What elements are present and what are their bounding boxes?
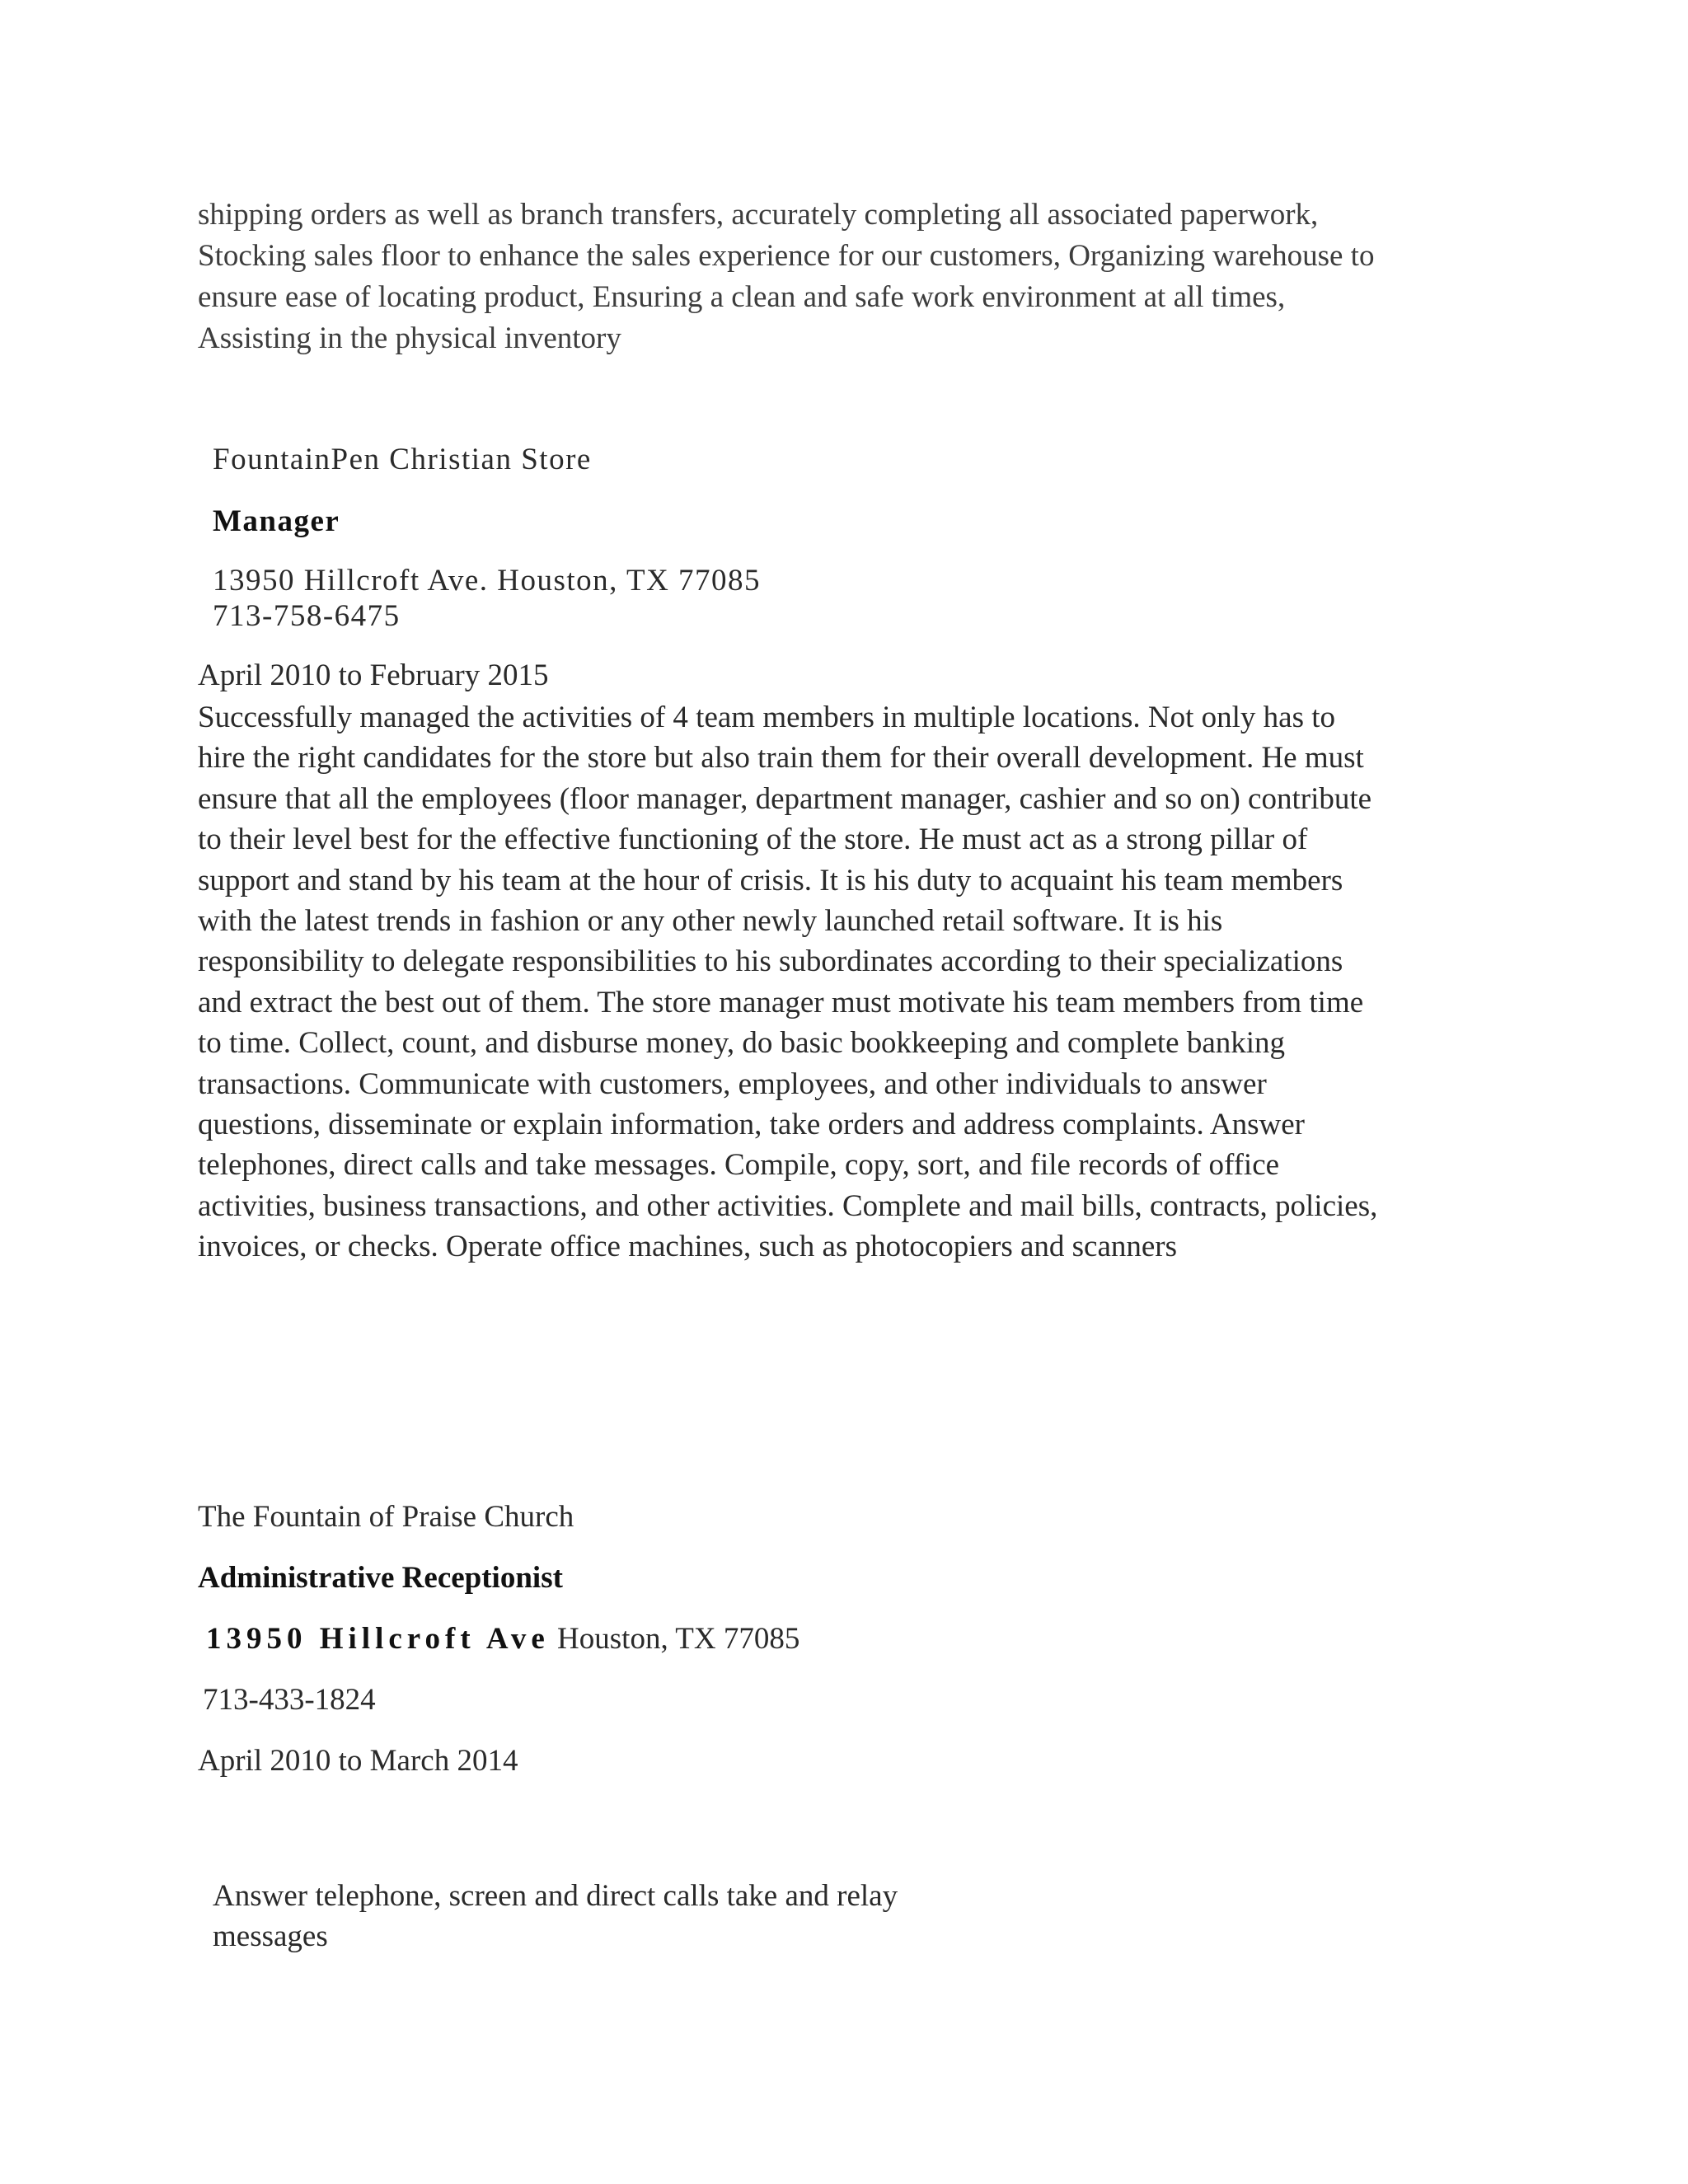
paragraph-line: Stocking sales floor to enhance the sales experience for our customers, Organizing warehouse to — [198, 239, 1375, 273]
description-line: Answer telephone, screen and direct calls take and relay — [213, 1879, 898, 1913]
job2-company-name: The Fountain of Praise Church — [198, 1500, 574, 1534]
job2-address — [206, 1619, 799, 1660]
job1-address: 13950 Hillcroft Ave. Houston, TX 77085 — [213, 564, 762, 598]
job1-dates: April 2010 to February 2015 — [198, 658, 549, 692]
job2-job-title: Administrative Receptionist — [198, 1561, 563, 1595]
job1-description — [198, 697, 1484, 1268]
paragraph-line: shipping orders as well as branch transfers, accurately completing all associated paperwork, — [198, 198, 1319, 232]
job2-description — [213, 1876, 898, 1957]
description-line: to time. Collect, count, and disburse money, do basic bookkeeping and complete banking — [198, 1026, 1286, 1061]
job1-contact-block — [213, 563, 761, 634]
job2-dates: April 2010 to March 2014 — [198, 1744, 518, 1778]
description-line: with the latest trends in fashion or any other newly launched retail software. It is his — [198, 904, 1223, 939]
job1-job-title: Manager — [213, 504, 340, 538]
description-line: and extract the best out of them. The store manager must motivate his team members from time — [198, 985, 1364, 1019]
description-line: ensure that all the employees (floor manager, department manager, cashier and so on) contribute — [198, 781, 1372, 816]
description-line: to their level best for the effective functioning of the store. He must act as a strong pillar of — [198, 823, 1308, 857]
description-line: messages — [213, 1919, 328, 1953]
job1-company-name: FountainPen Christian Store — [213, 443, 592, 476]
description-line: telephones, direct calls and take messages. Compile, copy, sort, and file records of office — [198, 1148, 1280, 1183]
job2-address-street: 13950 Hillcroft Ave — [206, 1622, 550, 1656]
paragraph-line: Assisting in the physical inventory — [198, 321, 621, 355]
job2-phone: 713-433-1824 — [203, 1683, 376, 1717]
description-line: Successfully managed the activities of 4 team members in multiple locations. Not only has to — [198, 701, 1336, 734]
description-line: invoices, or checks. Operate office machines, such as photocopiers and scanners — [198, 1230, 1178, 1264]
paragraph-line: ensure ease of locating product, Ensuring a clean and safe work environment at all times, — [198, 280, 1286, 314]
description-line: responsibility to delegate responsibilities to his subordinates according to their specializations — [198, 944, 1343, 979]
previous-job-duties-paragraph — [198, 194, 1484, 359]
description-line: support and stand by his team at the hour of crisis. It is his duty to acquaint his team members — [198, 863, 1343, 898]
description-line: questions, disseminate or explain information, take orders and address complaints. Answer — [198, 1108, 1306, 1142]
job2-address-city: Houston, TX 77085 — [549, 1622, 800, 1656]
job1-phone: 713-758-6475 — [213, 599, 401, 633]
description-line: activities, business transactions, and other activities. Complete and mail bills, contracts, policies, — [198, 1188, 1378, 1223]
description-line: transactions. Communicate with customers, employees, and other individuals to answer — [198, 1066, 1267, 1101]
description-line: hire the right candidates for the store but also train them for their overall development. He must — [198, 741, 1364, 776]
